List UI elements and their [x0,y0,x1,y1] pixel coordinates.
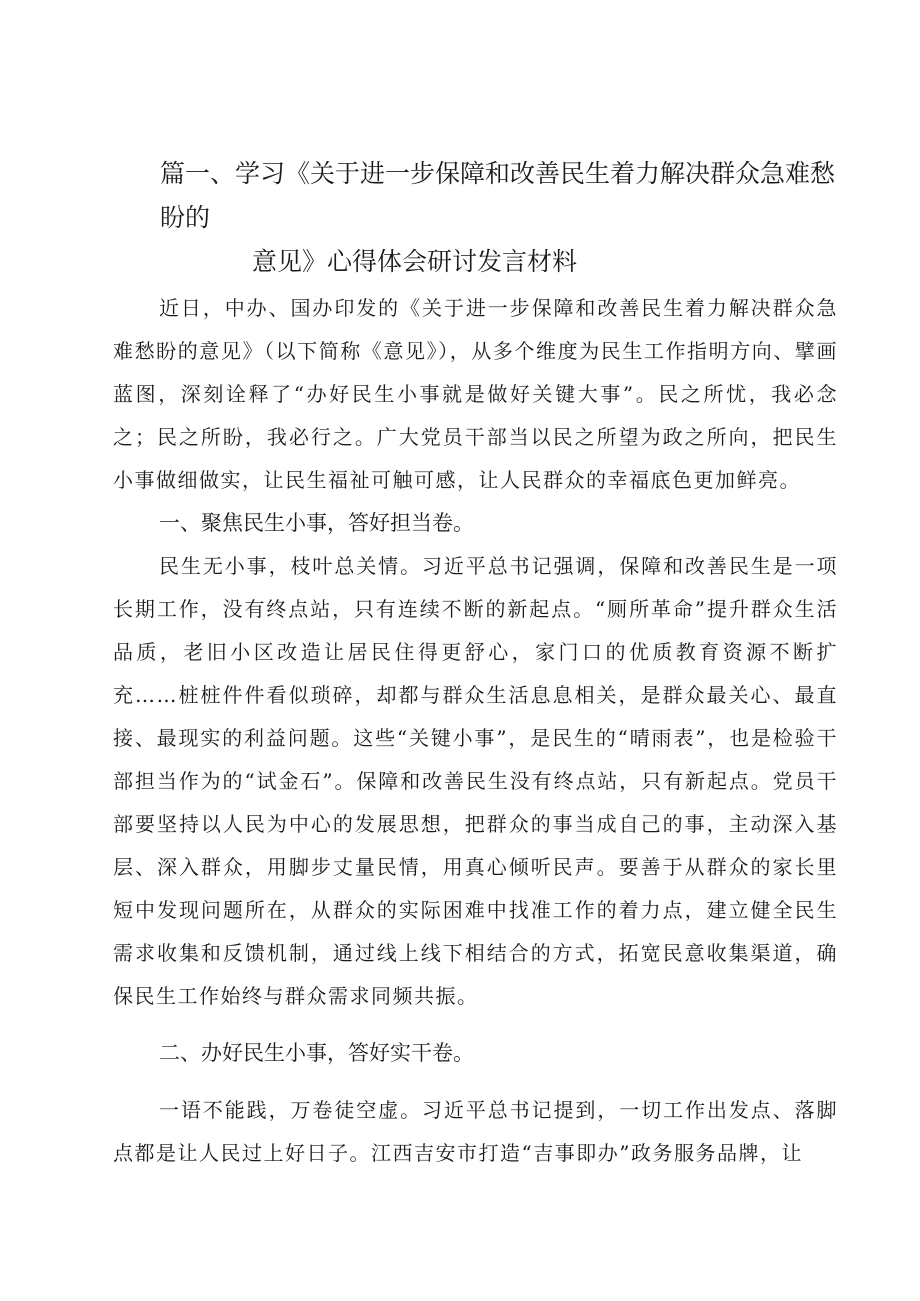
title-line-2: 意见》心得体会研讨发言材料 [252,247,578,276]
title-line-1: 篇一、学习《关于进一步保障和改善民生着力解决群众急难愁盼的 [160,159,836,232]
paragraph-section-1: 民生无小事，枝叶总关情。习近平总书记强调，保障和改善民生是一项长期工作，没有终点站，只有连续不断的新起点。“厕所革命”提升群众生活品质，老旧小区改造让居民住得更舒心，家门口的优质教育资源不断扩充……桩桩件件看似琐碎，却都与群众生活息息相关，是群众最关心、最直接、最现实的利益问题。这些“关键小事”，是民生的“晴雨表”，也是检验干部担当作为的“试金石”。保障和改善民生没有终点站，只有新起点。党员干部要坚持以人民为中心的发展思想，把群众的事当成自己的事，主动深入基层、深入群众，用脚步丈量民情，用真心倾听民声。要善于从群众的家长里短中发现问题所在，从群众的实际困难中找准工作的着力点，建立健全民生需求收集和反馈机制，通过线上线下相结合的方式，拓宽民意收集渠道，确保民生工作始终与群众需求同频共振。 [113,554,838,1008]
section-heading-2: 二、办好民生小事，答好实干卷。 [159,1041,474,1065]
paragraph-section-2: 一语不能践，万卷徒空虚。习近平总书记提到，一切工作出发点、落脚点都是让人民过上好日子。江西吉安市打造“吉事即办”政务服务品牌，让 [113,1098,838,1165]
document-title [160,152,850,284]
section-gap [113,1075,838,1089]
section-heading-1: 一、聚焦民生小事，答好担当卷。 [159,511,474,535]
document-body [113,287,838,1175]
paragraph-intro: 近日，中办、国办印发的《关于进一步保障和改善民生着力解决群众急难愁盼的意见》（以下简称《意见》），从多个维度为民生工作指明方向、擘画蓝图，深刻诠释了“办好民生小事就是做好关键大事”。民之所忧，我必念之；民之所盼，我必行之。广大党员干部当以民之所望为政之所向，把民生小事做细做实，让民生福祉可触可感，让人民群众的幸福底色更加鲜亮。 [113,296,838,492]
section-gap [113,1018,838,1032]
